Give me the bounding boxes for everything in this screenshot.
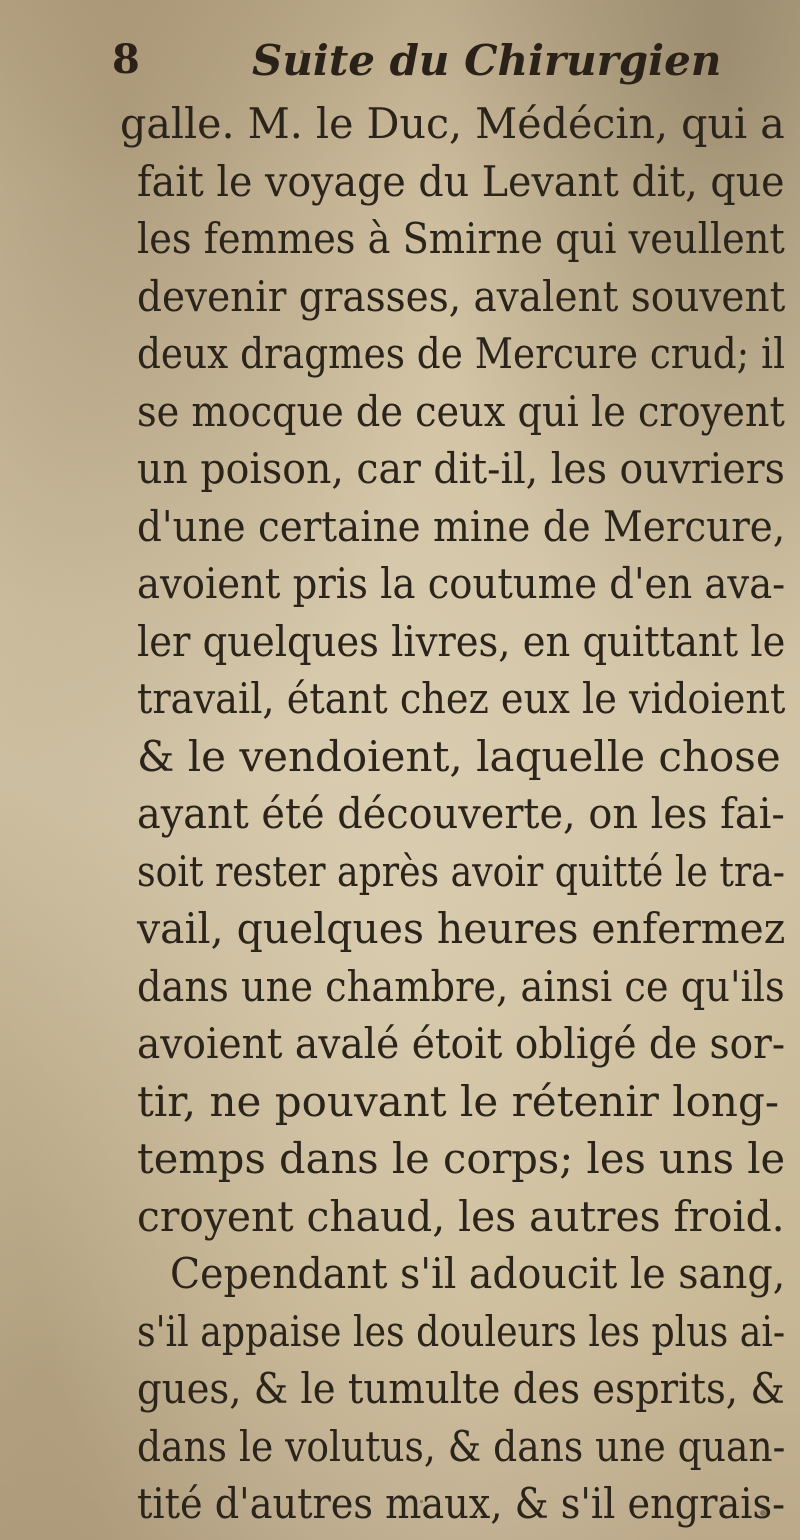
page-number: 8	[112, 36, 140, 83]
text-line: fait le voyage du Levant dit, que	[137, 156, 785, 206]
text-line: vail, quelques heures enfermez	[137, 904, 786, 953]
text-line: galle. M. le Duc, Médécin, qui a	[120, 99, 785, 148]
text-line: temps dans le corps; les uns le	[137, 1134, 786, 1183]
text-line: devenir grasses, avalent souvent	[137, 271, 786, 321]
text-line: un poison, car dit-il, les ouvriers	[137, 444, 785, 493]
text-line: dans une chambre, ainsi ce qu'ils	[137, 961, 785, 1011]
page-header	[112, 36, 722, 96]
text-line: croyent chaud, les autres froid.	[137, 1191, 785, 1241]
text-line: les femmes à Smirne qui veullent	[137, 214, 785, 263]
text-line: soit rester après avoir quitté le tra-	[137, 846, 785, 896]
text-line: Cependant s'il adoucit le sang,	[170, 1249, 786, 1298]
text-line: tir, ne pouvant le rétenir long-	[137, 1076, 780, 1126]
ink-speck	[420, 1500, 423, 1503]
text-line: deux dragmes de Mercure crud; il	[137, 329, 786, 378]
text-line: se mocque de ceux qui le croyent	[137, 386, 785, 436]
text-line: dans le volutus, & dans une quan-	[137, 1421, 786, 1471]
running-head: Suite du Chirurgien	[252, 36, 722, 85]
text-line: d'une certaine mine de Mercure,	[137, 501, 786, 551]
text-line: ayant été découverte, on les fai-	[137, 789, 785, 838]
ink-speck	[760, 1510, 766, 1516]
text-line: ler quelques livres, en quittant le	[137, 616, 786, 666]
ink-speck	[300, 50, 304, 54]
text-line: avoient pris la coutume d'en ava-	[137, 559, 786, 608]
text-line: gues, & le tumulte des esprits, &	[137, 1364, 785, 1413]
text-line: tité d'autres maux, & s'il engrais-	[137, 1479, 786, 1528]
text-line: avoient avalé étoit obligé de sor-	[137, 1019, 786, 1068]
text-line: s'il appaise les douleurs les plus ai-	[137, 1306, 786, 1356]
text-line: travail, étant chez eux le vidoient	[137, 674, 786, 723]
text-line: & le vendoient, laquelle chose	[137, 731, 781, 781]
